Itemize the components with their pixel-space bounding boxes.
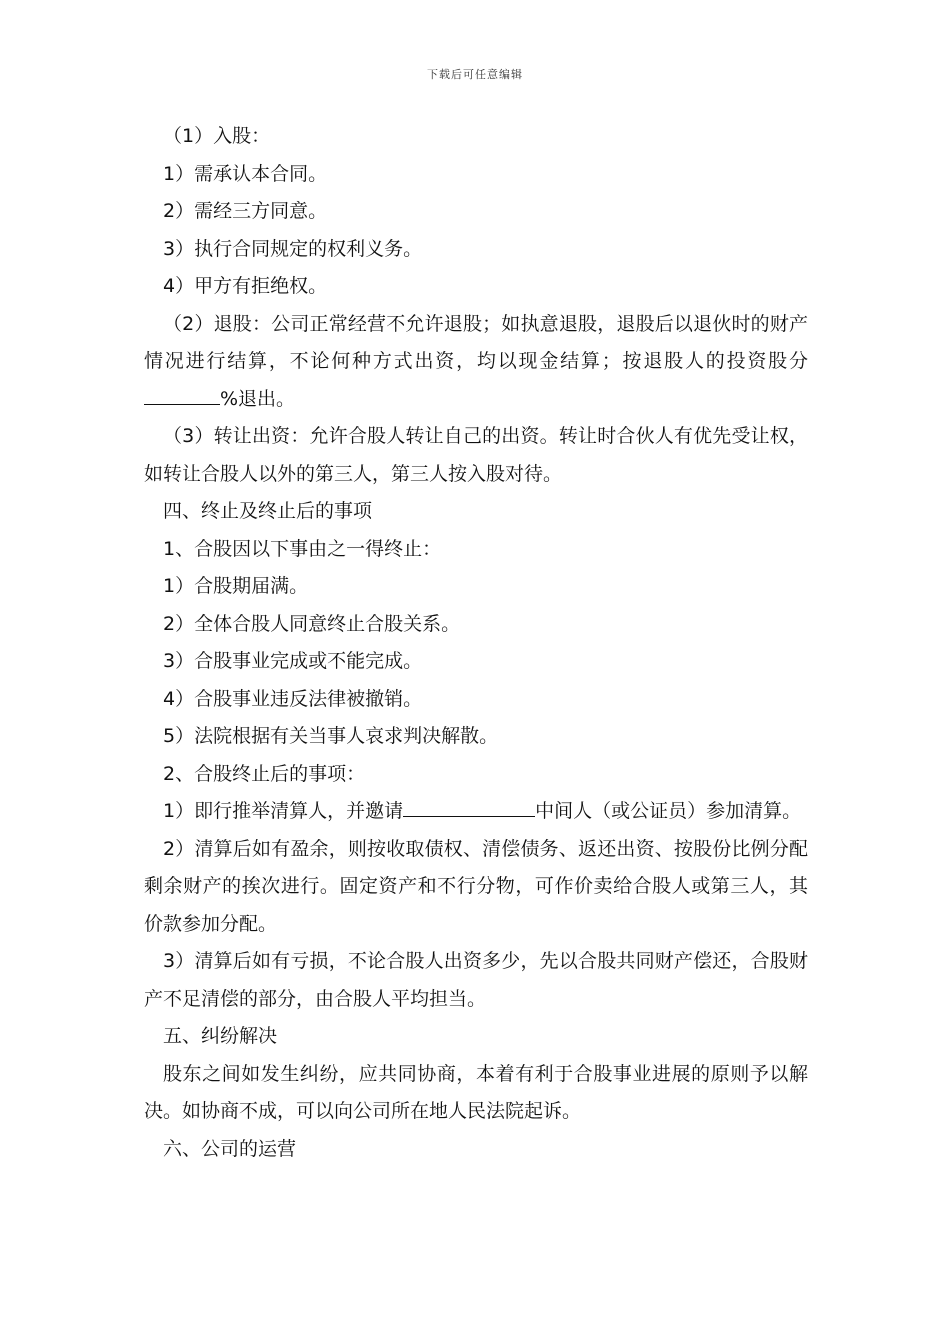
post-termination-heading: 2、合股终止后的事项： [163,762,366,785]
termination-cause-3: 3）合股事业完成或不能完成。 [163,650,423,672]
liquidation-text-end: 中间人（或公证员）参加清算。 [535,800,802,822]
document-body [144,118,808,1168]
section-heading-disputes: 五、纠纷解决 [163,1025,278,1047]
withdrawal-percent-blank[interactable] [144,386,220,405]
dispute-resolution-text: 股东之间如发生纠纷，应共同协商，本着有利于合股事业进展的原则予以解决。如协商不成，可以向公司所在地人民法院起诉。 [144,1062,808,1122]
post-termination-item-3: 3）清算后如有亏损，不论合股人出资多少，先以合股共同财产偿还，合股财产不足清偿的部分，由合股人平均担当。 [144,950,808,1010]
withdrawal-text: （2）退股：公司正常经营不允许退股；如执意退股，退股后以退伙时的财产情况进行结算，不论何种方式出资，均以现金结算；按退股人的投资股分 [144,312,808,372]
termination-cause-5: 5）法院根据有关当事人哀求判决解散。 [163,725,499,747]
entry-condition-3: 3）执行合同规定的权利义务。 [163,237,423,260]
clause-capital-transfer: （3）转让出资：允许合股人转让自己的出资。转让时合伙人有优先受让权，如转让合股人以外的第三人，第三人按入股对待。 [144,425,808,485]
clause-share-entry: （1）入股： [163,125,271,147]
termination-cause-1: 1）合股期届满。 [163,575,309,597]
termination-cause-2: 2）全体合股人同意终止合股关系。 [163,612,461,635]
section-heading-termination: 四、终止及终止后的事项 [163,500,373,522]
intermediary-blank[interactable] [403,798,535,817]
clause-share-withdrawal [144,306,808,419]
page-header: 下载后可任意编辑 [427,68,523,81]
withdrawal-text-end: %退出。 [220,387,296,410]
post-termination-item-2: 2）清算后如有盈余，则按收取债权、清偿债务、返还出资、按股份比例分配剩余财产的挨次进行。固定资产和不行分物，可作价卖给合股人或第三人，其价款参加分配。 [144,837,808,935]
entry-condition-2: 2）需经三方同意。 [163,200,328,222]
liquidation-text: 1）即行推举清算人，并邀请 [163,800,404,822]
entry-condition-1: 1）需承认本合同。 [163,162,328,185]
entry-condition-4: 4）甲方有拒绝权。 [163,275,328,297]
post-termination-item-1 [144,793,808,831]
termination-causes-heading: 1、合股因以下事由之一得终止： [163,537,442,560]
section-heading-operations: 六、公司的运营 [163,1137,297,1160]
termination-cause-4: 4）合股事业违反法律被撤销。 [163,687,423,710]
